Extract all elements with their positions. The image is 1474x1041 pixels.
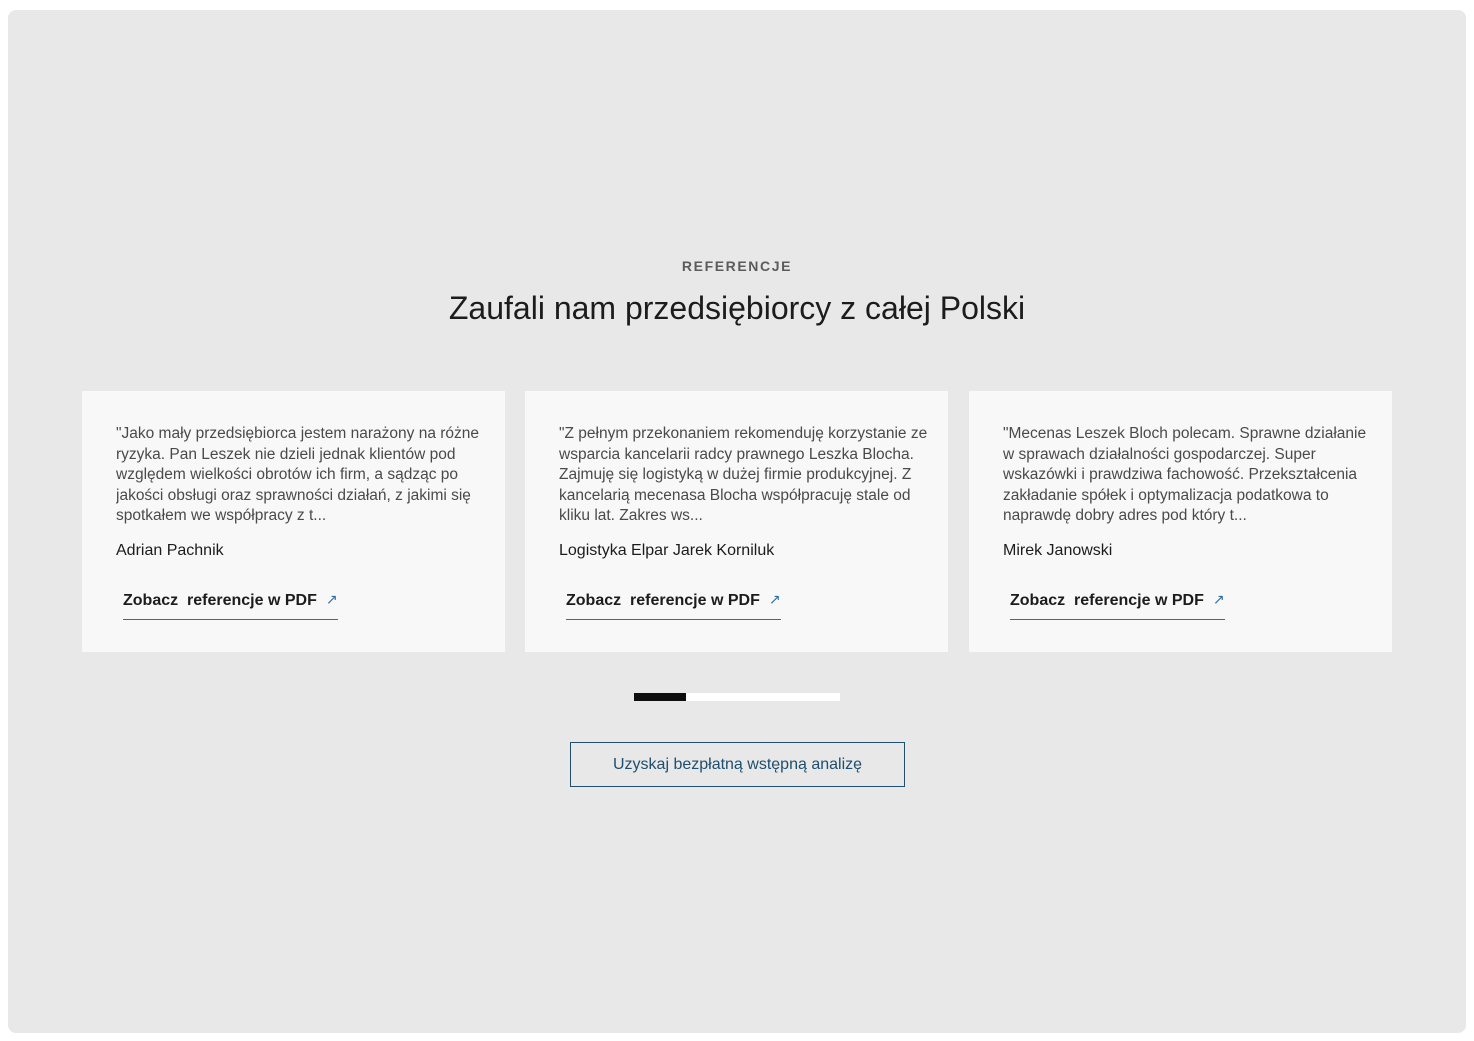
carousel-progress-fill [634, 693, 686, 701]
testimonial-author: Adrian Pachnik [116, 542, 224, 559]
arrow-up-right-icon: ↗ [1212, 591, 1225, 607]
testimonial-card [525, 391, 948, 652]
arrow-up-right-icon: ↗ [768, 591, 781, 607]
free-analysis-button[interactable]: Uzyskaj bezpłatną wstępną analizę [570, 742, 905, 787]
carousel-progress-bar[interactable] [634, 693, 840, 701]
references-section [8, 10, 1466, 1033]
view-pdf-link[interactable] [566, 592, 781, 620]
section-eyebrow: REFERENCJE [681, 258, 793, 274]
section-title: Zaufali nam przedsiębiorcy z całej Polski [448, 290, 1026, 326]
testimonial-quote: "Mecenas Leszek Bloch polecam. Sprawne działanie w sprawach działalności gospodarczej. Super wskazówki i prawdziwa fachowość. Przekształcenia zakładanie spółek i optymalizacja podatkowa to naprawdę dobry adres pod który t... [1003, 425, 1367, 524]
testimonial-author: Logistyka Elpar Jarek Korniluk [559, 542, 775, 559]
view-pdf-link[interactable] [123, 592, 338, 620]
view-pdf-link[interactable] [1010, 592, 1225, 620]
view-pdf-link-label: Zobacz referencje w PDF [1010, 592, 1204, 609]
testimonial-author: Mirek Janowski [1003, 542, 1113, 559]
view-pdf-link-label: Zobacz referencje w PDF [123, 592, 317, 609]
testimonial-card [969, 391, 1392, 652]
arrow-up-right-icon: ↗ [325, 591, 338, 607]
view-pdf-link-label: Zobacz referencje w PDF [566, 592, 760, 609]
testimonial-quote: "Jako mały przedsiębiorca jestem narażony na różne ryzyka. Pan Leszek nie dzieli jednak klientów pod względem wielkości obrotów ich firm, a sądząc po jakości obsługi oraz sprawności działań, z jakimi się spotkałem we współpracy z t... [116, 425, 480, 524]
testimonial-card [82, 391, 505, 652]
testimonial-quote: "Z pełnym przekonaniem rekomenduję korzystanie ze wsparcia kancelarii radcy prawnego Leszka Blocha. Zajmuję się logistyką w dużej firmie produkcyjnej. Z kancelarią mecenasa Blocha współpracuję stale od kliku lat. Zakres ws... [559, 425, 928, 524]
